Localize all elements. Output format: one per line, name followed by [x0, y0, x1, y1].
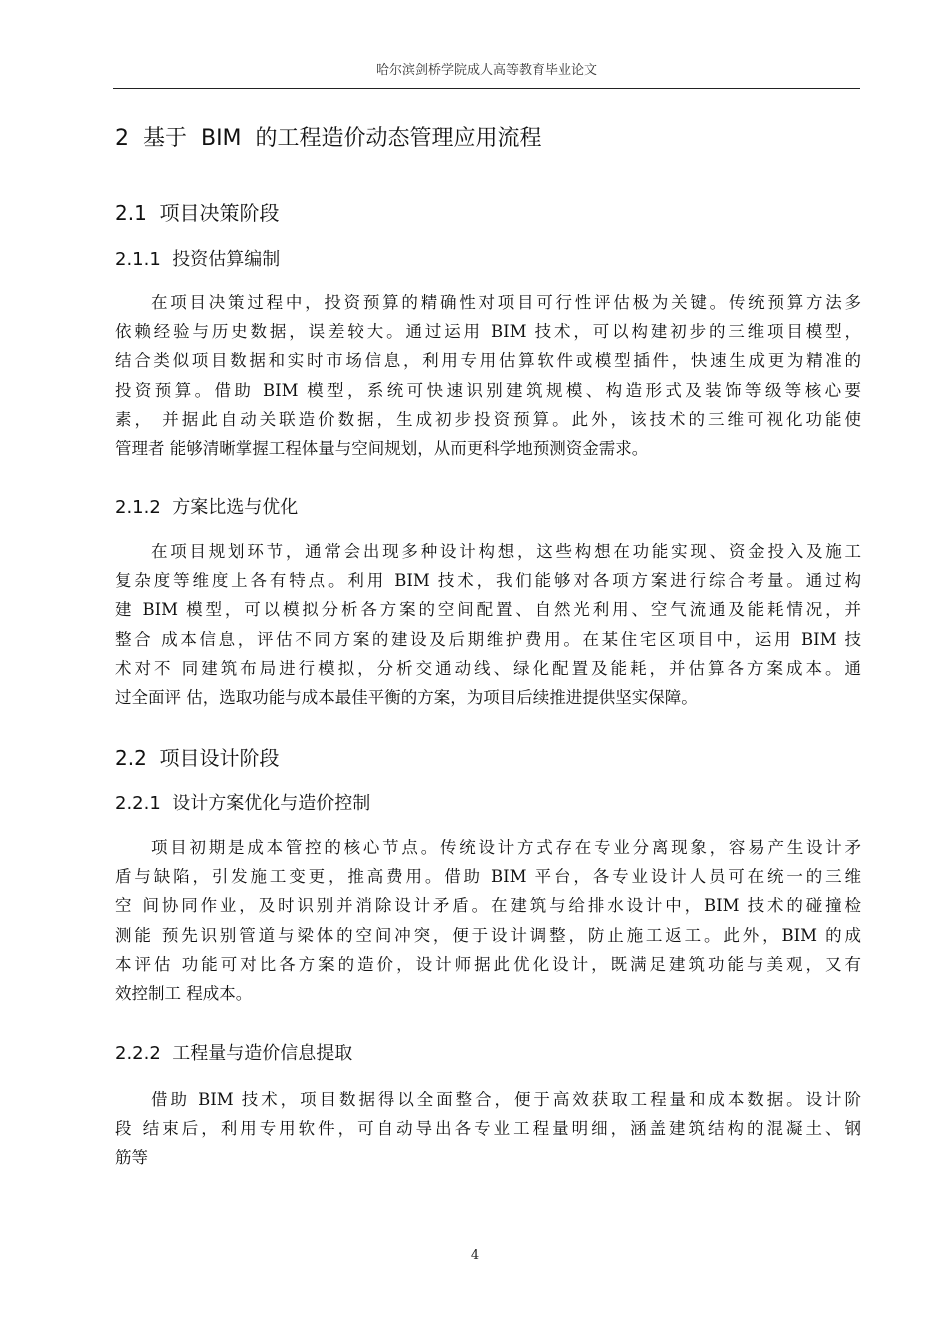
paragraph-line: 结合类似项目数据和实时市场信息，利用专用估算软件或模型插件，快速生成更为精准的	[115, 351, 861, 371]
header-title: 哈尔滨剑桥学院成人高等教育毕业论文	[375, 63, 597, 78]
paragraph-2-2-1	[115, 833, 861, 1008]
page-header	[113, 62, 860, 89]
paragraph-line: 空 间协同作业，及时识别并消除设计矛盾。在建筑与给排水设计中，BIM 技术的碰撞检	[115, 896, 861, 916]
section-heading-2-2: 2.2 项目设计阶段	[115, 746, 280, 770]
paragraph-line: 筋等	[115, 1148, 148, 1168]
paragraph-line: 复杂度等维度上各有特点。利用 BIM 技术，我们能够对各项方案进行综合考量。通过构	[115, 571, 861, 591]
paragraph-line: 借助 BIM 技术，项目数据得以全面整合，便于高效获取工程量和成本数据。设计阶	[151, 1090, 861, 1109]
subsection-heading-2-2-1: 2.2.1 设计方案优化与造价控制	[115, 793, 371, 814]
paragraph-line: 效控制工 程成本。	[115, 983, 253, 1003]
section-heading-2-1: 2.1 项目决策阶段	[115, 201, 280, 225]
paragraph-line: 依赖经验与历史数据，误差较大。通过运用 BIM 技术，可以构建初步的三维项目模型，	[115, 322, 861, 342]
paragraph-line: 在项目规划环节，通常会出现多种设计构想，这些构想在功能实现、资金投入及施工	[151, 542, 861, 561]
paragraph-line: 项目初期是成本管控的核心节点。传统设计方式存在专业分离现象，容易产生设计矛	[151, 838, 861, 857]
paragraph-2-1-1	[115, 288, 861, 463]
paragraph-line: 过全面评 估，选取功能与成本最佳平衡的方案，为项目后续推进提供坚实保障。	[115, 687, 698, 707]
chapter-title: 2 基于 BIM 的工程造价动态管理应用流程	[115, 126, 542, 151]
paragraph-line: 本评估 功能可对比各方案的造价，设计师据此优化设计，既满足建筑功能与美观，又有	[115, 954, 861, 974]
paragraph-line: 在项目决策过程中，投资预算的精确性对项目可行性评估极为关键。传统预算方法多	[151, 293, 861, 312]
paragraph-line: 术对不 同建筑布局进行模拟，分析交通动线、绿化配置及能耗，并估算各方案成本。通	[115, 658, 861, 678]
subsection-heading-2-1-1: 2.1.1 投资估算编制	[115, 249, 281, 270]
paragraph-line: 段 结束后，利用专用软件，可自动导出各专业工程量明细，涵盖建筑结构的混凝土、钢	[115, 1119, 861, 1139]
subsection-heading-2-2-2: 2.2.2 工程量与造价信息提取	[115, 1043, 353, 1064]
paragraph-line: 建 BIM 模型，可以模拟分析各方案的空间配置、自然光利用、空气流通及能耗情况，并	[115, 600, 861, 620]
paragraph-line: 整合 成本信息，评估不同方案的建设及后期维护费用。在某住宅区项目中，运用 BIM 技	[115, 629, 861, 649]
subsection-heading-2-1-2: 2.1.2 方案比选与优化	[115, 497, 299, 518]
paragraph-line: 投资预算。借助 BIM 模型，系统可快速识别建筑规模、构造形式及装饰等级等核心要	[115, 380, 861, 400]
paragraph-line: 管理者 能够清晰掌握工程体量与空间规划，从而更科学地预测资金需求。	[115, 438, 649, 458]
paragraph-2-2-2	[115, 1085, 861, 1173]
page-number: 4	[470, 1248, 480, 1263]
paragraph-line: 测能 预先识别管道与梁体的空间冲突，便于设计调整，防止施工返工。此外，BIM 的成	[115, 925, 861, 945]
paragraph-line: 盾与缺陷，引发施工变更，推高费用。借助 BIM 平台，各专业设计人员可在统一的三维	[115, 867, 861, 887]
paragraph-2-1-2	[115, 537, 861, 712]
paragraph-line: 素， 并据此自动关联造价数据，生成初步投资预算。此外，该技术的三维可视化功能使	[115, 409, 861, 429]
